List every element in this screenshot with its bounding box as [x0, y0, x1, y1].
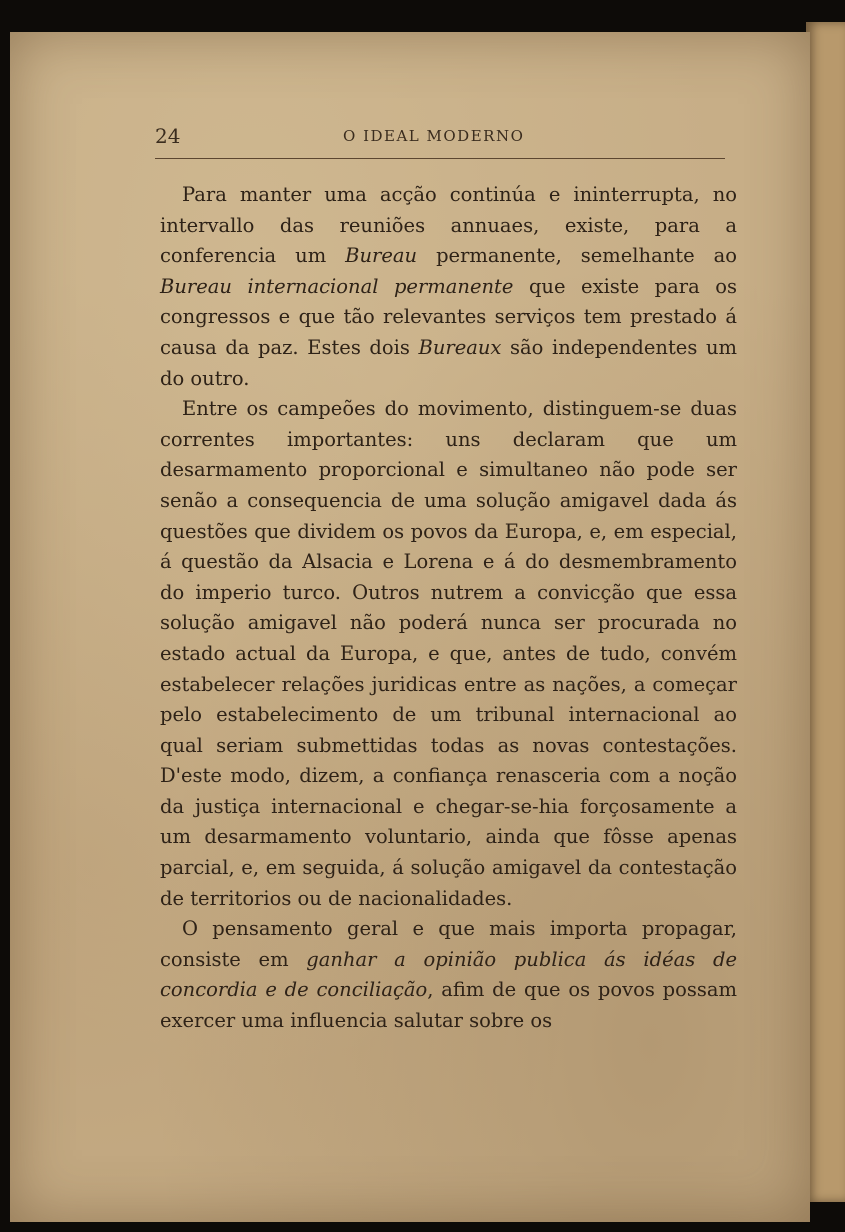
paragraph: [160, 914, 737, 1036]
text-run: permanente, semelhante ao: [417, 244, 737, 268]
paragraph: [160, 180, 737, 394]
italic-text: Bureaux: [418, 335, 502, 359]
text-run: , afim de que os povos possam exercer uma influencia salutar sobre os: [160, 978, 737, 1033]
running-title: O IDEAL MODERNO: [343, 127, 525, 145]
text-run: O pensamento geral e que mais importa propagar, consiste em: [160, 917, 737, 971]
text-run: são independentes um do outro.: [160, 335, 737, 390]
adjacent-page-edge: [806, 22, 845, 1202]
italic-text: Bureau: [345, 244, 418, 268]
page-number: 24: [155, 124, 181, 148]
italic-text: Bureau internacional permanente: [160, 274, 514, 298]
italic-text: ganhar a opinião publica ás idéas de concordia e de conciliação: [160, 947, 737, 1002]
body-text: [160, 180, 737, 1037]
page-header: [155, 124, 740, 148]
header-rule: [155, 158, 725, 159]
text-run: Para manter uma acção continúa e ininterrupta, no intervallo das reuniões annuaes, existe, para a conferencia um: [160, 183, 737, 268]
paragraph: [160, 394, 737, 914]
text-run: que existe para os congressos e que tão relevantes serviços tem prestado á causa da paz. Estes dois: [160, 274, 737, 359]
text-run: Entre os campeões do movimento, distinguem-se duas correntes importantes: uns declaram que um desarmamento proporcional e simultaneo não pode ser senão a consequencia de uma solução amigavel dada ás questões que dividem os povos da Europa, e, em especial, á questão da Alsacia e Lorena e á do desmembramento do imperio turco. Outros nutrem a convicção que essa solução amigavel não poderá nunca ser procurada no estado actual da Europa, e que, antes de tudo, convém estabelecer relações juridicas entre as nações, a começar pelo estabelecimento de um tribunal internacional ao qual seriam submettidas todas as novas contestações. D'este modo, dizem, a confiança renasceria com a noção da justiça internacional e chegar-se-hia forçosamente a um desarmamento voluntario, ainda que fôsse apenas parcial, e, em seguida, á solução amigavel da contestação de territorios ou de nacionalidades.: [160, 397, 737, 910]
